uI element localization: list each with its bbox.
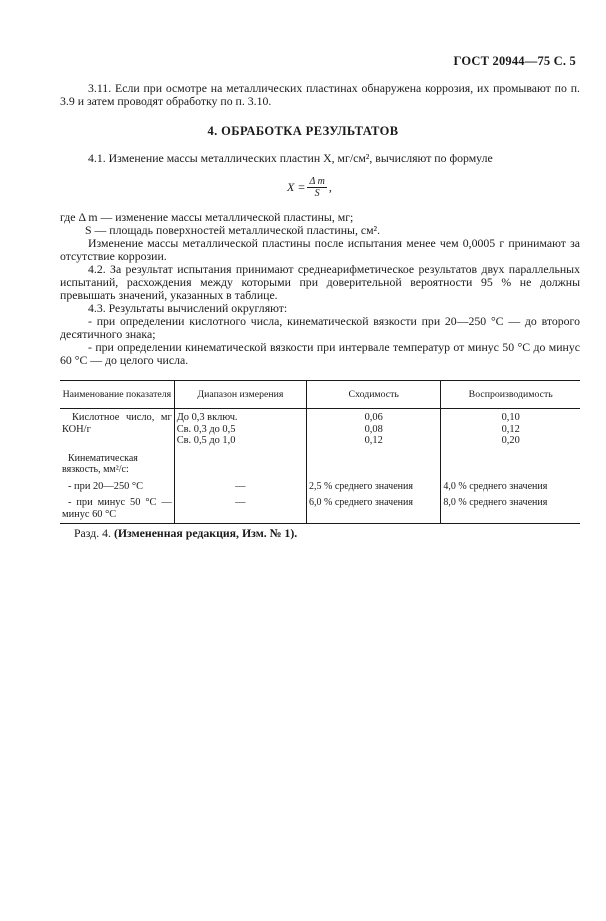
- formula-denominator: S: [314, 188, 320, 199]
- paragraph-4-3-a: - при определении кислотного числа, кинематической вязкости при 20—250 °С — до второго десятичного знака;: [60, 314, 580, 341]
- viscosity-row-label: - при 20—250 °С: [60, 476, 174, 493]
- acid-repeatability: [307, 409, 441, 447]
- amendment-note: [74, 526, 297, 541]
- paragraph-4-3: 4.3. Результаты вычислений округляют:: [88, 301, 288, 315]
- value-cell: 0,10: [501, 412, 520, 423]
- paragraph-4-1: 4.1. Изменение массы металлических пластин X, мг/см², вычисляют по формуле: [88, 151, 493, 165]
- value-cell: 0,08: [364, 423, 383, 435]
- range-cell: До 0,3 включ.: [176, 412, 238, 423]
- value-cell: 2,5 % среднего значения: [307, 476, 441, 493]
- value-cell: 0,12: [501, 423, 520, 435]
- section-title: 4. ОБРАБОТКА РЕЗУЛЬТАТОВ: [207, 124, 399, 138]
- paragraph-4-3-b: - при определении кинематической вязкости при интервале температур от минус 50 °С до минус 60 °С — до целого числа.: [60, 340, 580, 367]
- acid-reproducibility: [441, 409, 580, 447]
- value-cell: 4,0 % среднего значения: [443, 480, 548, 492]
- acid-ranges: [174, 409, 306, 447]
- range-cell: Св. 0,5 до 1,0: [176, 435, 236, 446]
- table-header-row: [60, 381, 580, 409]
- table-row: [60, 492, 580, 524]
- column-header: Сходимость: [307, 381, 441, 409]
- value-cell: 0,06: [364, 412, 383, 423]
- definition-delta-m: где Δ m — изменение массы металлической пластины, мг;: [60, 210, 354, 224]
- formula-tail: ,: [328, 180, 332, 194]
- acid-number-label: Кислотное число, мг КОН/г: [60, 409, 174, 447]
- paragraph-4-1-note: Изменение массы металлической пластины после испытания менее чем 0,0005 г принимают за отсутствие коррозии.: [60, 236, 580, 263]
- viscosity-row-label: - при минус 50 °С — минус 60 °С: [60, 492, 174, 524]
- range-cell: —: [174, 492, 306, 524]
- table-row: [60, 409, 580, 447]
- formula-fraction: [307, 176, 326, 199]
- table-row: [60, 447, 580, 476]
- definitions: [60, 211, 580, 237]
- column-header: Наименование показателя: [60, 381, 174, 409]
- formula-lhs: X =: [287, 180, 306, 194]
- page-header: ГОСТ 20944—75 С. 5: [453, 54, 576, 68]
- value-cell: 0,12: [364, 435, 383, 446]
- amendment-prefix: Разд. 4.: [74, 526, 111, 540]
- range-cell: Св. 0,3 до 0,5: [176, 423, 236, 435]
- table-row: [60, 476, 580, 493]
- viscosity-label: Кинематическая вязкость, мм²/с:: [60, 447, 174, 476]
- paragraph-3-11: 3.11. Если при осмотре на металлических пластинах обнаружена коррозия, их промывают по п. 3.9 и затем проводят обработку по п. 3.10.: [60, 81, 580, 108]
- value-cell: 6,0 % среднего значения: [307, 492, 441, 524]
- value-cell: 0,20: [501, 435, 520, 446]
- range-cell: —: [174, 476, 306, 493]
- paragraph-4-2: 4.2. За результат испытания принимают среднеарифметическое результатов двух параллельных испытаний, расхождения между которыми при доверительной вероятности 95 % не должны превышать значений, указанных в таблице.: [60, 262, 580, 302]
- column-header: Воспроизводимость: [441, 381, 580, 409]
- results-table: [60, 380, 580, 524]
- formula: [287, 176, 332, 199]
- definition-s: S — площадь поверхностей металлической пластины, см².: [85, 223, 381, 237]
- value-cell: 8,0 % среднего значения: [441, 492, 580, 524]
- column-header: Диапазон измерения: [174, 381, 306, 409]
- formula-numerator: Δ m: [309, 176, 325, 187]
- amendment-text: (Измененная редакция, Изм. № 1).: [113, 526, 298, 540]
